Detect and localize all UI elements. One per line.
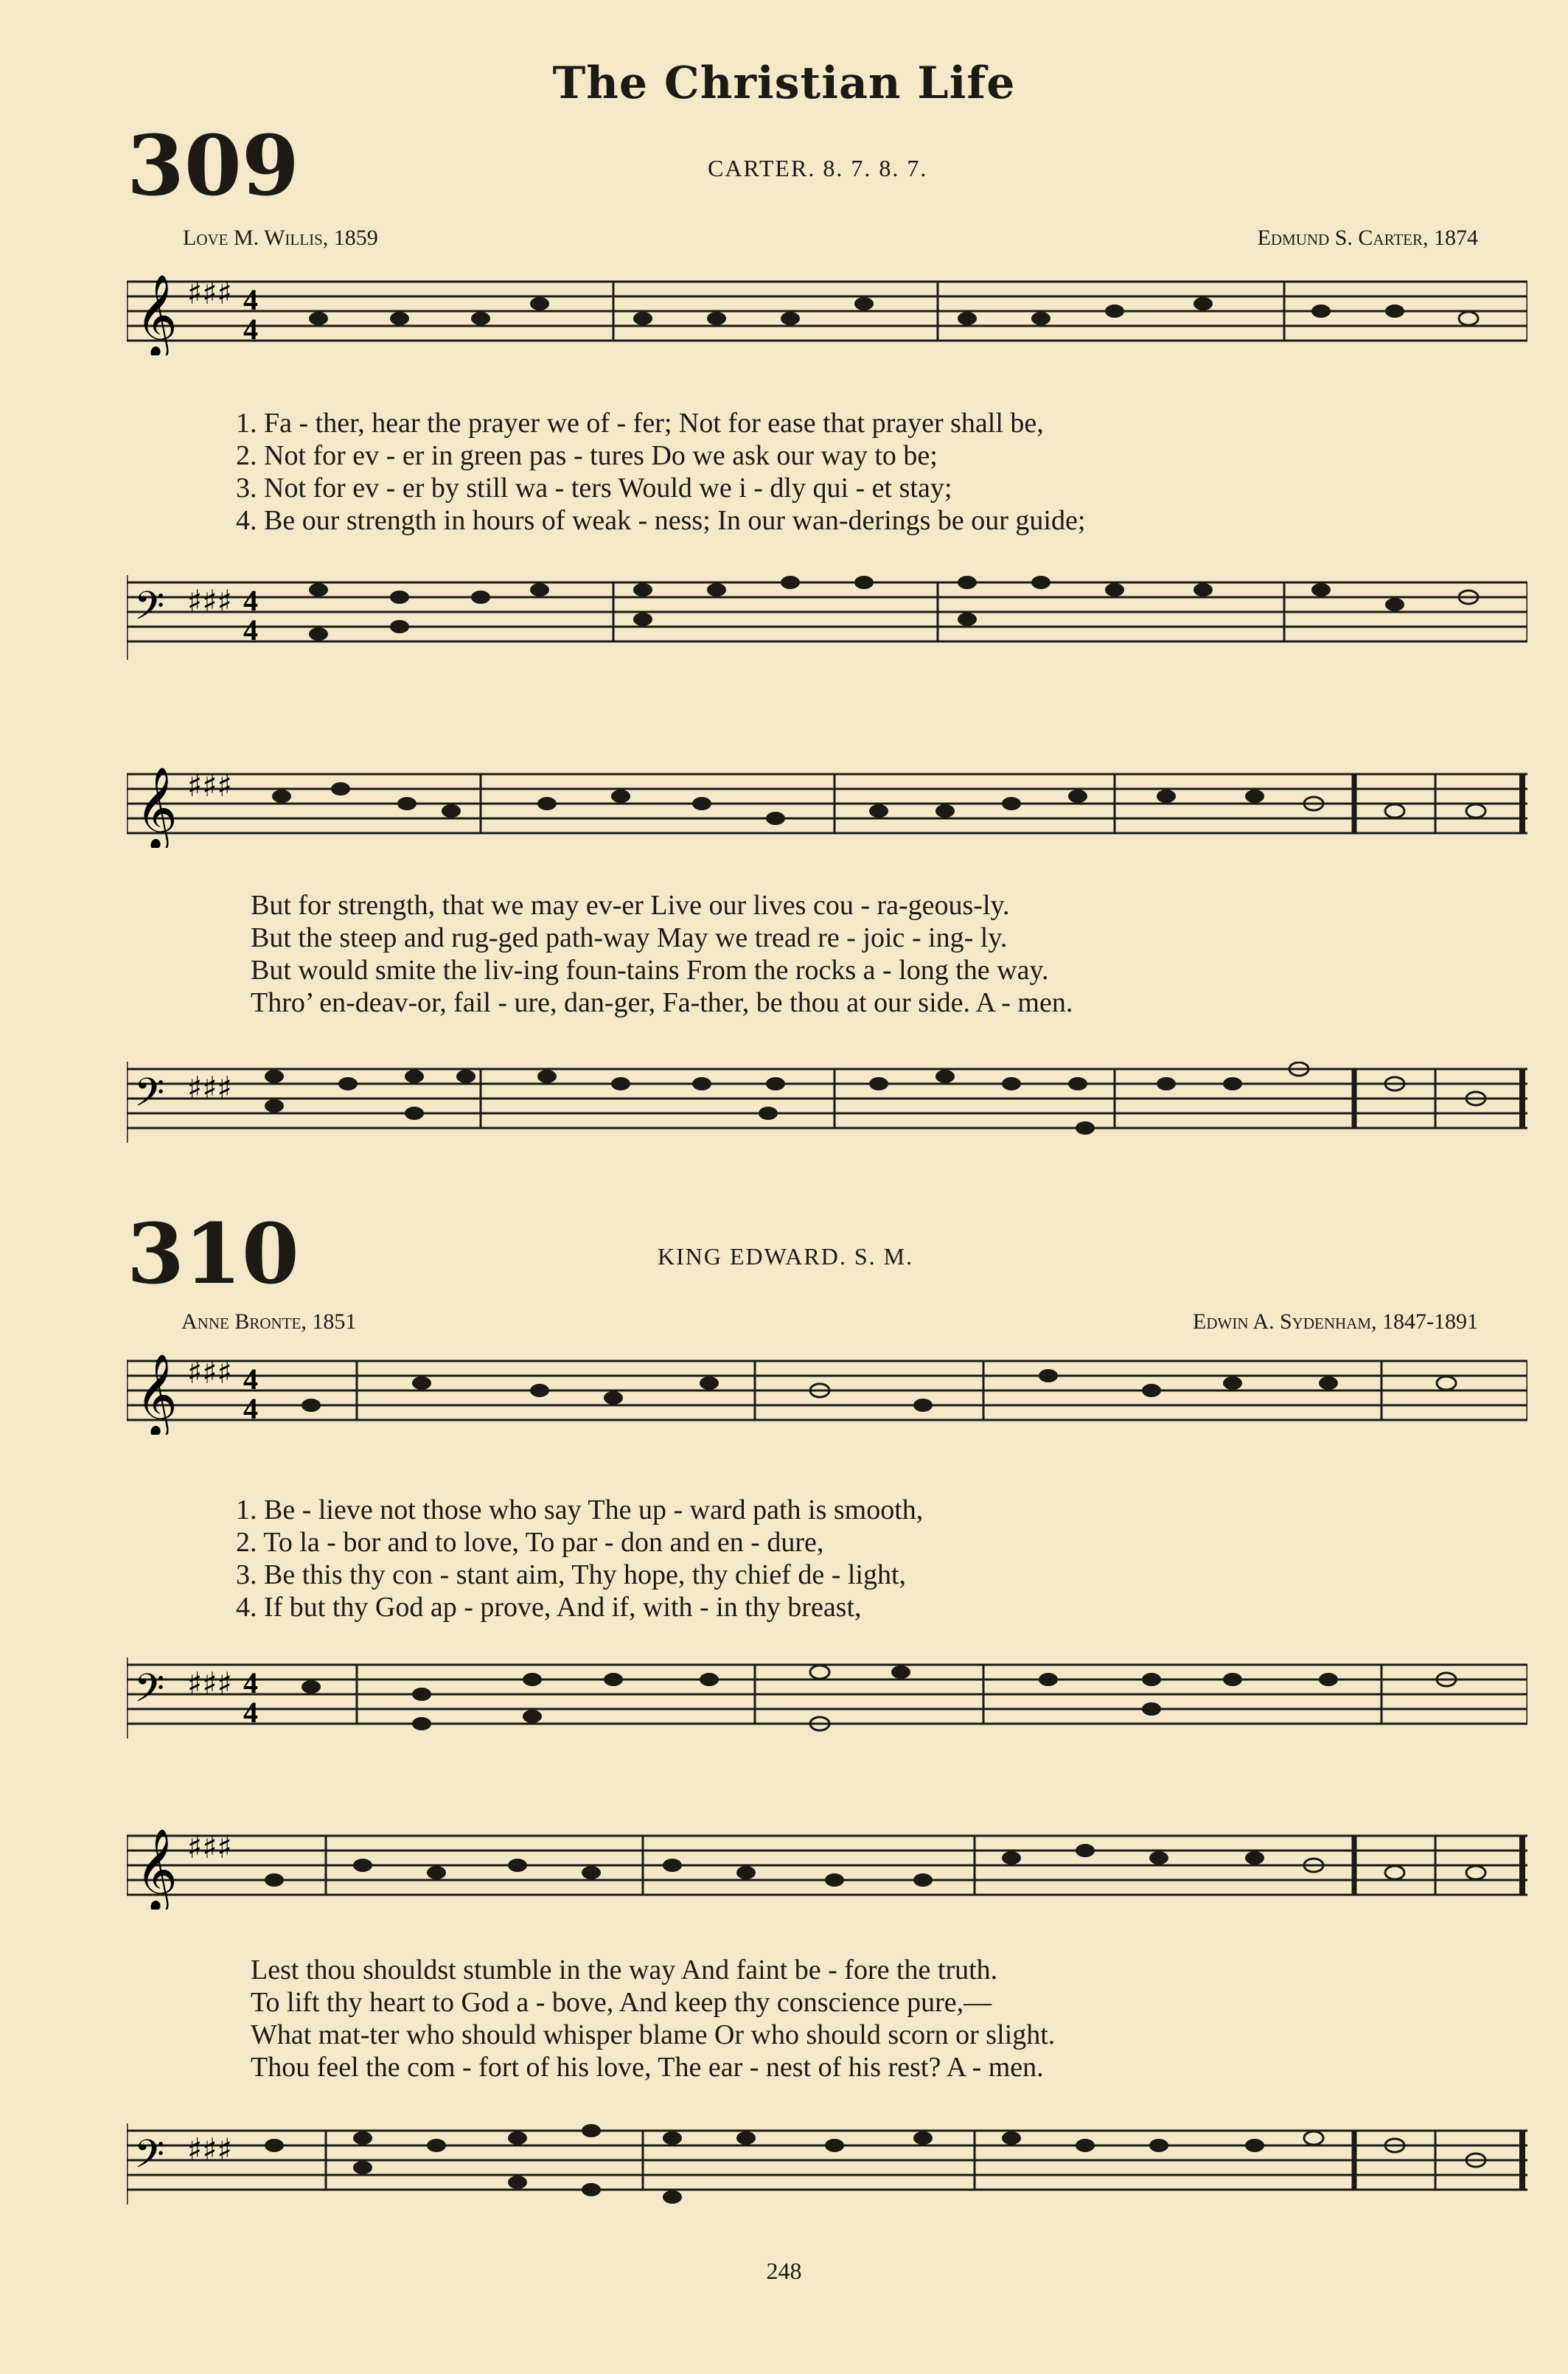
page-number: 248 (766, 2258, 802, 2284)
treble-staff (127, 767, 1527, 848)
hymn-lyrics-310-system-2 (251, 1954, 1526, 2084)
svg-text:4: 4 (243, 1362, 258, 1396)
author-credit: Love M. Willis, 1859 (183, 226, 378, 250)
svg-text:♯♯♯: ♯♯♯ (187, 767, 232, 804)
svg-text:𝄢: 𝄢 (134, 1666, 165, 1721)
svg-text:𝄢: 𝄢 (134, 584, 165, 638)
svg-text:𝄞: 𝄞 (136, 274, 178, 355)
svg-text:♯♯♯: ♯♯♯ (187, 2131, 232, 2168)
svg-text:4: 4 (243, 1666, 258, 1699)
svg-text:4: 4 (243, 1392, 258, 1425)
svg-text:𝄞: 𝄞 (136, 767, 178, 848)
composer-credit: Edwin A. Sydenham, 1847-1891 (1193, 1309, 1478, 1334)
treble-staff (127, 274, 1527, 355)
svg-text:4: 4 (243, 283, 258, 316)
verse-1-line: Lest thou shouldst stumble in the way And faint be - fore the truth. (251, 1954, 998, 1985)
author-credit: Anne Bronte, 1851 (181, 1309, 357, 1334)
composer-credit: Edmund S. Carter, 1874 (1257, 226, 1478, 250)
svg-text:𝄞: 𝄞 (136, 1354, 178, 1435)
verse-3-line: But would smite the liv-ing foun-tains From the rocks a - long the way. (251, 955, 1049, 986)
svg-text:♯♯♯: ♯♯♯ (187, 1829, 232, 1865)
svg-text:♯♯♯: ♯♯♯ (187, 275, 232, 311)
hymn-lyrics-309-system-1 (236, 407, 1511, 537)
verse-1-line: But for strength, that we may ev-er Live our lives cou - ra-geous-ly. (251, 890, 1010, 921)
verse-4-line: Thou feel the com - fort of his love, The ear - nest of his rest? A - men. (251, 2052, 1044, 2083)
svg-text:𝄢: 𝄢 (134, 2132, 165, 2187)
verse-3-line: 3. Not for ev - er by still wa - ters Would we i - dly qui - et stay; (236, 473, 952, 504)
verse-2-line: 2. To la - bor and to love, To par - don and en - dure, (236, 1527, 824, 1558)
verse-4-line: 4. If but thy God ap - prove, And if, with - in thy breast, (236, 1592, 862, 1623)
verse-1-line: 1. Fa - ther, hear the prayer we of - fer; Not for ease that prayer shall be, (236, 408, 1044, 439)
hymn-number: 309 (127, 118, 299, 215)
verse-2-line: 2. Not for ev - er in green pas - tures Do we ask our way to be; (236, 440, 938, 471)
treble-staff (127, 1354, 1527, 1435)
tune-name: CARTER. 8. 7. 8. 7. (708, 155, 928, 181)
tune-name: KING EDWARD. S. M. (658, 1243, 914, 1270)
bass-staff (127, 2123, 1527, 2241)
verse-4-line: 4. Be our strength in hours of weak - ness; In our wan-derings be our guide; (236, 505, 1086, 536)
hymn-lyrics-309-system-2 (251, 889, 1526, 1019)
svg-text:𝄞: 𝄞 (136, 1828, 178, 1910)
svg-text:♯♯♯: ♯♯♯ (187, 1665, 232, 1702)
svg-text:4: 4 (243, 1696, 258, 1729)
treble-staff (127, 1828, 1527, 1910)
svg-text:4: 4 (243, 313, 258, 346)
verse-3-line: What mat-ter who should whisper blame Or who should scorn or slight. (251, 2019, 1056, 2050)
svg-text:♯♯♯: ♯♯♯ (187, 1354, 232, 1390)
verse-1-line: 1. Be - lieve not those who say The up - ward path is smooth, (236, 1494, 924, 1525)
bass-staff (127, 1062, 1527, 1180)
section-title: The Christian Life (552, 58, 1016, 109)
verse-2-line: But the steep and rug-ged path-way May we tread re - joic - ing- ly. (251, 922, 1008, 953)
hymn-lyrics-310-system-1 (236, 1494, 1511, 1623)
bass-staff (127, 1657, 1527, 1775)
verse-2-line: To lift thy heart to God a - bove, And keep thy conscience pure,— (251, 1987, 992, 2018)
svg-text:𝄢: 𝄢 (134, 1071, 165, 1125)
svg-text:♯♯♯: ♯♯♯ (187, 1070, 232, 1106)
verse-3-line: 3. Be this thy con - stant aim, Thy hope, thy chief de - light, (236, 1559, 907, 1590)
svg-text:4: 4 (243, 613, 258, 647)
svg-text:♯♯♯: ♯♯♯ (187, 583, 232, 619)
svg-text:4: 4 (243, 584, 258, 617)
bass-staff (127, 575, 1527, 693)
hymn-number: 310 (127, 1206, 299, 1303)
verse-4-line: Thro’ en-deav-or, fail - ure, dan-ger, Fa-ther, be thou at our side. A - men. (251, 987, 1073, 1018)
